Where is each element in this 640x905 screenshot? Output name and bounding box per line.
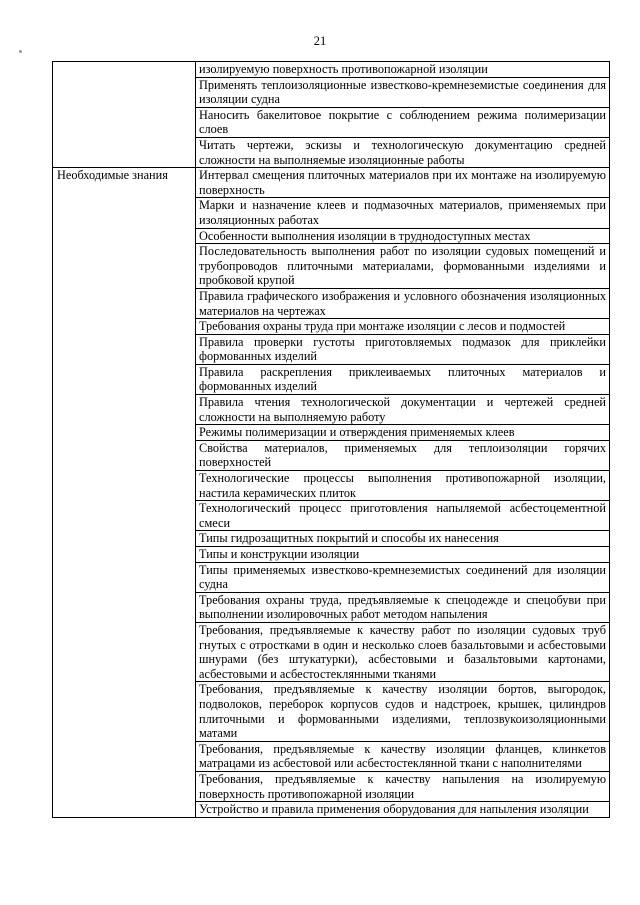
margin-mark: [19, 50, 22, 53]
page-number: 21: [313, 34, 327, 48]
table-row: [53, 168, 610, 198]
skills-label-cell: [53, 62, 196, 168]
knowledge-item: Правила проверки густоты приготовляемых подмазок для приклейки формованных изделий: [196, 334, 610, 364]
knowledge-item: Марки и назначение клеев и подмазочных материалов, применяемых при изоляционных работах: [196, 198, 610, 228]
knowledge-item: Свойства материалов, применяемых для теплоизоляции горячих поверхностей: [196, 440, 610, 470]
knowledge-item: Правила чтения технологической документации и чертежей средней сложности на выполняемую работу: [196, 395, 610, 425]
knowledge-item: Правила раскрепления приклеиваемых плиточных материалов и формованных изделий: [196, 364, 610, 394]
skill-item: Наносить бакелитовое покрытие с соблюдением режима полимеризации слоев: [196, 107, 610, 137]
knowledge-item: Особенности выполнения изоляции в труднодоступных местах: [196, 228, 610, 244]
knowledge-item: Требования, предъявляемые к качеству напыления на изолируемую поверхность противопожарной изоляции: [196, 771, 610, 801]
knowledge-item: Технологические процессы выполнения противопожарной изоляции, настила керамических плиток: [196, 471, 610, 501]
knowledge-item: Типы применяемых известково-кремнеземистых соединений для изоляции судна: [196, 562, 610, 592]
knowledge-item: Требования охраны труда, предъявляемые к спецодежде и спецобуви при выполнении изолировочных работ методом напыления: [196, 592, 610, 622]
knowledge-label: Необходимые знания: [53, 168, 196, 818]
knowledge-item: Типы гидрозащитных покрытий и способы их нанесения: [196, 531, 610, 547]
table-row: [53, 62, 610, 78]
knowledge-item: Правила графического изображения и условного обозначения изоляционных материалов на чертежах: [196, 288, 610, 318]
knowledge-item: Требования охраны труда при монтаже изоляции с лесов и подмостей: [196, 319, 610, 335]
knowledge-item: Требования, предъявляемые к качеству работ по изоляции судовых труб гнутых с отростками в один и несколько слоев базальтовыми и асбестовыми шнурами (без штукатурки), асбестовыми и базальтовыми картонами, асбестовыми и асбестостеклянными тканями: [196, 622, 610, 681]
knowledge-item: Режимы полимеризации и отверждения применяемых клеев: [196, 425, 610, 441]
skill-item: изолируемую поверхность противопожарной изоляции: [196, 62, 610, 78]
knowledge-item: Устройство и правила применения оборудования для напыления изоляции: [196, 802, 610, 818]
knowledge-item: Требования, предъявляемые к качеству изоляции фланцев, клинкетов матрацами из асбестовой или асбестостеклянной ткани с наполнителями: [196, 741, 610, 771]
skill-item: Применять теплоизоляционные известково-кремнеземистые соединения для изоляции судна: [196, 77, 610, 107]
knowledge-item: Требования, предъявляемые к качеству изоляции бортов, выгородок, подволоков, переборок корпусов судов и надстроек, крышек, цилиндров плиточными и формованными изделиями, теплозвукоизоляционными матами: [196, 682, 610, 741]
knowledge-item: Интервал смещения плиточных материалов при их монтаже на изолируемую поверхность: [196, 168, 610, 198]
competency-table: [52, 61, 610, 818]
knowledge-item: Последовательность выполнения работ по изоляции судовых помещений и трубопроводов плиточными материалами, формованными изделиями и пробковой крупой: [196, 244, 610, 289]
skill-item: Читать чертежи, эскизы и технологическую документацию средней сложности на выполняемые изоляционные работы: [196, 137, 610, 167]
knowledge-item: Технологический процесс приготовления напыляемой асбестоцементной смеси: [196, 501, 610, 531]
knowledge-item: Типы и конструкции изоляции: [196, 547, 610, 563]
